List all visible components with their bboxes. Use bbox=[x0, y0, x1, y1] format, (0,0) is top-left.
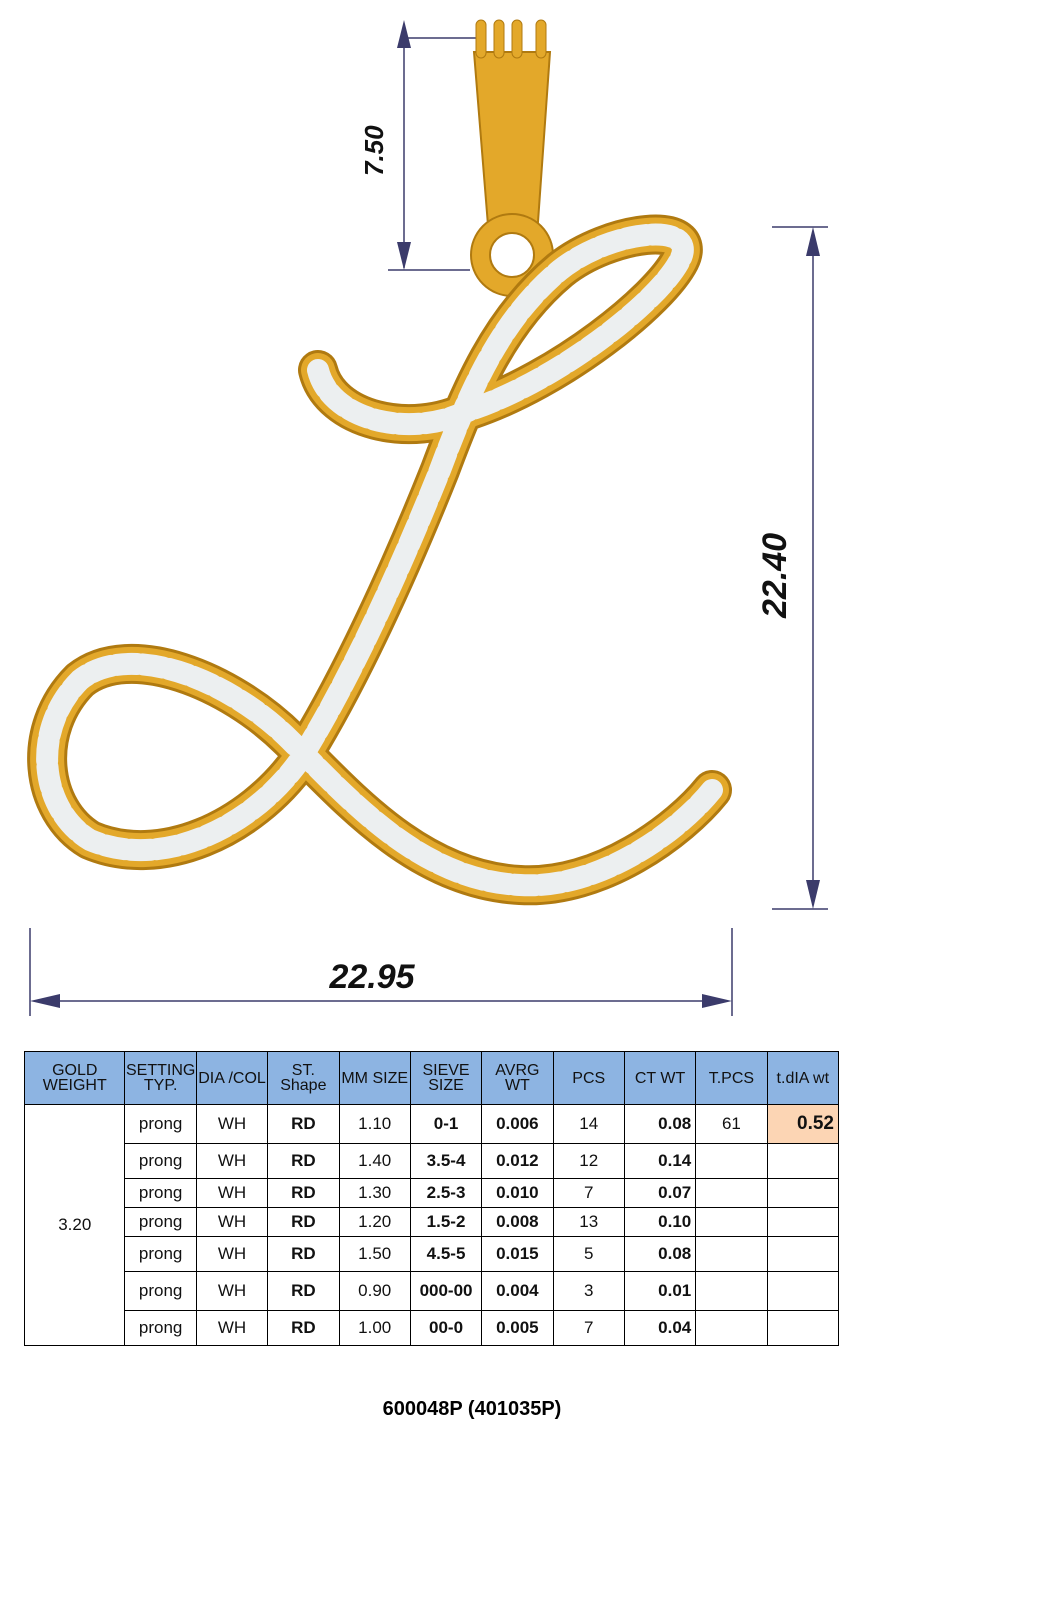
table-row bbox=[25, 1311, 839, 1346]
color-cell: WH bbox=[196, 1179, 267, 1208]
col-header-setting-type: SETTING TYP. bbox=[125, 1052, 196, 1105]
table-header-row bbox=[25, 1052, 839, 1105]
setting-cell: prong bbox=[125, 1272, 196, 1311]
col-header-pcs: PCS bbox=[553, 1052, 624, 1105]
mm-cell: 1.20 bbox=[339, 1208, 410, 1237]
setting-cell: prong bbox=[125, 1237, 196, 1272]
col-header-sieve-size: SIEVE SIZE bbox=[410, 1052, 481, 1105]
avg-wt-cell: 0.006 bbox=[482, 1105, 553, 1144]
pcs-cell: 3 bbox=[553, 1272, 624, 1311]
shape-cell: RD bbox=[268, 1237, 339, 1272]
sieve-cell: 1.5-2 bbox=[410, 1208, 481, 1237]
sieve-cell: 3.5-4 bbox=[410, 1144, 481, 1179]
empty-cell bbox=[696, 1272, 767, 1311]
letter-l-pendant bbox=[47, 235, 712, 886]
empty-cell bbox=[696, 1179, 767, 1208]
empty-cell bbox=[696, 1208, 767, 1237]
mm-cell: 1.50 bbox=[339, 1237, 410, 1272]
empty-cell bbox=[767, 1144, 838, 1179]
empty-cell bbox=[696, 1311, 767, 1346]
setting-cell: prong bbox=[125, 1311, 196, 1346]
color-cell: WH bbox=[196, 1105, 267, 1144]
pcs-cell: 14 bbox=[553, 1105, 624, 1144]
gold-weight-cell: 3.20 bbox=[25, 1105, 125, 1346]
shape-cell: RD bbox=[268, 1272, 339, 1311]
table-row bbox=[25, 1144, 839, 1179]
mm-cell: 1.10 bbox=[339, 1105, 410, 1144]
table-row bbox=[25, 1237, 839, 1272]
ct-wt-cell: 0.10 bbox=[624, 1208, 695, 1237]
color-cell: WH bbox=[196, 1311, 267, 1346]
pcs-cell: 7 bbox=[553, 1311, 624, 1346]
col-header-stone-shape: ST. Shape bbox=[268, 1052, 339, 1105]
avg-wt-cell: 0.015 bbox=[482, 1237, 553, 1272]
empty-cell bbox=[767, 1272, 838, 1311]
ct-wt-cell: 0.14 bbox=[624, 1144, 695, 1179]
table-row bbox=[25, 1272, 839, 1311]
mm-cell: 1.30 bbox=[339, 1179, 410, 1208]
color-cell: WH bbox=[196, 1208, 267, 1237]
empty-cell bbox=[696, 1237, 767, 1272]
avg-wt-cell: 0.008 bbox=[482, 1208, 553, 1237]
bail-height-label: 7.50 bbox=[359, 125, 389, 176]
sieve-cell: 0-1 bbox=[410, 1105, 481, 1144]
empty-cell bbox=[767, 1179, 838, 1208]
col-header-gold-weight: GOLD WEIGHT bbox=[25, 1052, 125, 1105]
mm-cell: 1.00 bbox=[339, 1311, 410, 1346]
avg-wt-cell: 0.012 bbox=[482, 1144, 553, 1179]
color-cell: WH bbox=[196, 1144, 267, 1179]
setting-cell: prong bbox=[125, 1144, 196, 1179]
empty-cell bbox=[696, 1144, 767, 1179]
color-cell: WH bbox=[196, 1272, 267, 1311]
shape-cell: RD bbox=[268, 1179, 339, 1208]
avg-wt-cell: 0.005 bbox=[482, 1311, 553, 1346]
sieve-cell: 4.5-5 bbox=[410, 1237, 481, 1272]
shape-cell: RD bbox=[268, 1311, 339, 1346]
ct-wt-cell: 0.04 bbox=[624, 1311, 695, 1346]
product-code: 600048P (401035P) bbox=[382, 1398, 562, 1420]
pcs-cell: 5 bbox=[553, 1237, 624, 1272]
col-header-total-pcs: T.PCS bbox=[696, 1052, 767, 1105]
col-header-ct-wt: CT WT bbox=[624, 1052, 695, 1105]
empty-cell bbox=[767, 1311, 838, 1346]
empty-cell bbox=[767, 1237, 838, 1272]
ct-wt-cell: 0.08 bbox=[624, 1237, 695, 1272]
shape-cell: RD bbox=[268, 1208, 339, 1237]
pcs-cell: 13 bbox=[553, 1208, 624, 1237]
color-cell: WH bbox=[196, 1237, 267, 1272]
pcs-cell: 12 bbox=[553, 1144, 624, 1179]
stone-spec-table bbox=[24, 1051, 839, 1346]
col-header-mm-size: MM SIZE bbox=[339, 1052, 410, 1105]
ct-wt-cell: 0.08 bbox=[624, 1105, 695, 1144]
bail bbox=[471, 20, 553, 296]
bail-dimension bbox=[388, 20, 480, 270]
pendant-width-label: 22.95 bbox=[329, 958, 415, 996]
col-header-total-dia-wt: t.dIA wt bbox=[767, 1052, 838, 1105]
setting-cell: prong bbox=[125, 1105, 196, 1144]
avg-wt-cell: 0.004 bbox=[482, 1272, 553, 1311]
avg-wt-cell: 0.010 bbox=[482, 1179, 553, 1208]
setting-cell: prong bbox=[125, 1208, 196, 1237]
ct-wt-cell: 0.07 bbox=[624, 1179, 695, 1208]
table-row bbox=[25, 1179, 839, 1208]
shape-cell: RD bbox=[268, 1144, 339, 1179]
mm-cell: 1.40 bbox=[339, 1144, 410, 1179]
ct-wt-cell: 0.01 bbox=[624, 1272, 695, 1311]
total-pcs-cell: 61 bbox=[696, 1105, 767, 1144]
sieve-cell: 00-0 bbox=[410, 1311, 481, 1346]
pcs-cell: 7 bbox=[553, 1179, 624, 1208]
shape-cell: RD bbox=[268, 1105, 339, 1144]
table-row bbox=[25, 1105, 839, 1144]
setting-cell: prong bbox=[125, 1179, 196, 1208]
sieve-cell: 2.5-3 bbox=[410, 1179, 481, 1208]
mm-cell: 0.90 bbox=[339, 1272, 410, 1311]
col-header-avg-wt: AVRG WT bbox=[482, 1052, 553, 1105]
total-dia-wt-cell: 0.52 bbox=[767, 1105, 838, 1144]
col-header-dia-col: DIA /COL bbox=[196, 1052, 267, 1105]
empty-cell bbox=[767, 1208, 838, 1237]
pendant-height-label: 22.40 bbox=[756, 532, 794, 618]
sieve-cell: 000-00 bbox=[410, 1272, 481, 1311]
table-row bbox=[25, 1208, 839, 1237]
